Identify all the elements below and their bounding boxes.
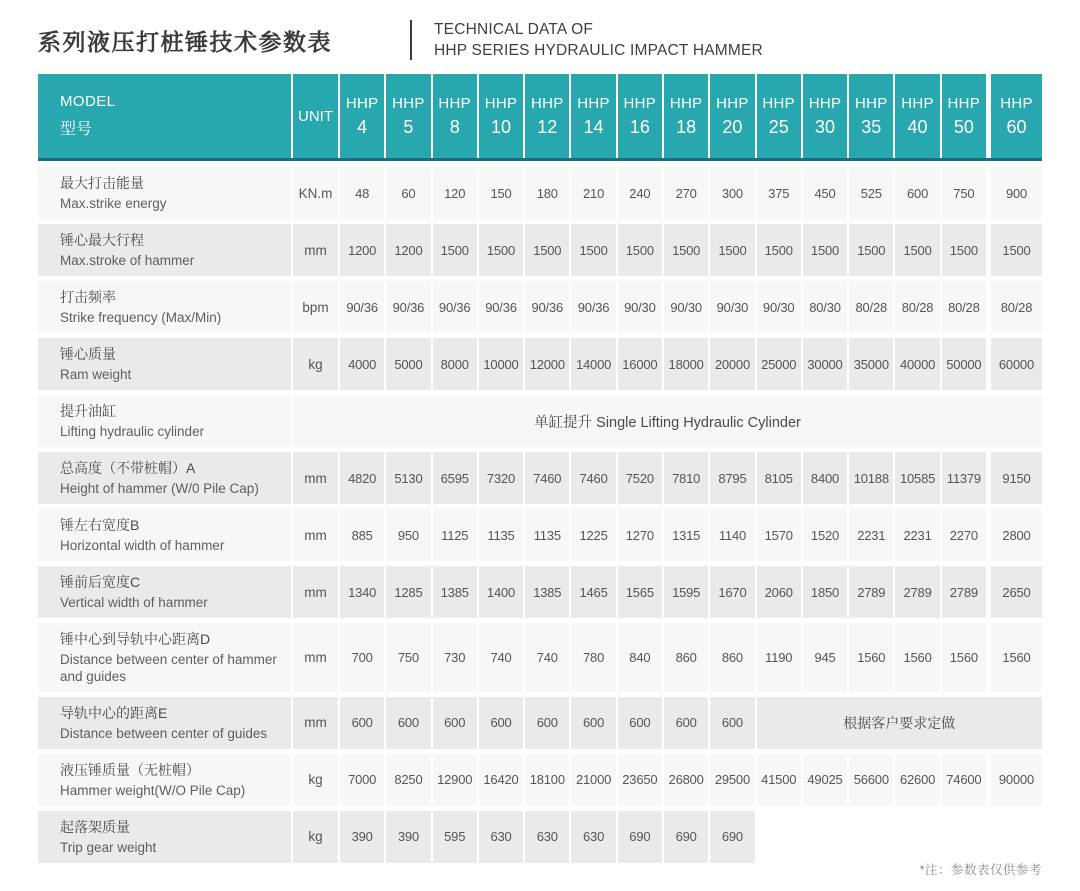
- model-column-header: [757, 74, 801, 158]
- spec-value-cell: 1570: [757, 509, 801, 561]
- spec-value-cell: 90/36: [479, 281, 523, 333]
- row-label-en: Hammer weight(W/O Pile Cap): [60, 782, 246, 798]
- spec-value-cell: 62600: [895, 754, 939, 806]
- row-label-en: Vertical width of hammer: [60, 595, 208, 611]
- table-row: [38, 224, 1042, 276]
- model-series-number: 18: [676, 116, 697, 137]
- spec-value-cell: 1500: [479, 224, 523, 276]
- spec-value-cell: 90/30: [618, 281, 662, 333]
- spec-value-cell: 950: [386, 509, 430, 561]
- model-series-number: 20: [722, 116, 743, 137]
- spec-value-cell: 1400: [479, 566, 523, 618]
- spec-value-cell: 1340: [340, 566, 384, 618]
- spec-value-cell: 630: [525, 811, 569, 863]
- spec-value-cell: 600: [664, 697, 708, 749]
- spec-value-cell: 8000: [433, 338, 477, 390]
- spec-value-cell: 90000: [988, 754, 1042, 806]
- row-label-en: Lifting hydraulic cylinder: [60, 424, 205, 440]
- spec-value-cell: 600: [433, 697, 477, 749]
- row-label-zh: 液压锤质量（无桩帽）: [60, 761, 200, 778]
- spec-value-cell: 20000: [710, 338, 754, 390]
- spec-value-cell: 1285: [386, 566, 430, 618]
- spec-value-cell: 690: [710, 811, 754, 863]
- spec-value-cell: 885: [340, 509, 384, 561]
- page-title-en: [434, 19, 763, 62]
- row-label-cell: [38, 338, 291, 390]
- row-label-cell: [38, 224, 291, 276]
- row-label-cell: [38, 697, 291, 749]
- model-series-prefix: HHP: [438, 94, 471, 112]
- spec-value-cell: 1135: [479, 509, 523, 561]
- spec-value-cell: 8400: [803, 452, 847, 504]
- spec-value-cell: 600: [386, 697, 430, 749]
- table-row: [38, 623, 1042, 692]
- row-label-en: Strike frequency (Max/Min): [60, 310, 222, 326]
- spec-value-cell: 7320: [479, 452, 523, 504]
- spec-value-cell: 10585: [895, 452, 939, 504]
- spec-value-cell: 7460: [571, 452, 615, 504]
- spec-value-cell: 8250: [386, 754, 430, 806]
- spec-value-cell: 630: [479, 811, 523, 863]
- row-label-zh: 锤心质量: [60, 346, 116, 363]
- spec-value-cell: 14000: [571, 338, 615, 390]
- spec-value-cell: 1565: [618, 566, 662, 618]
- row-label-cell: [38, 452, 291, 504]
- spec-value-cell: 1500: [618, 224, 662, 276]
- spec-value-cell: 2231: [895, 509, 939, 561]
- spec-value-cell: 2789: [895, 566, 939, 618]
- spec-value-cell: 90/36: [525, 281, 569, 333]
- spec-value-cell: 2060: [757, 566, 801, 618]
- model-column-header: [618, 74, 662, 158]
- model-column-header: [664, 74, 708, 158]
- spec-value-cell: 1500: [757, 224, 801, 276]
- spec-value-cell: 30000: [803, 338, 847, 390]
- row-label-zh: 锤左右宽度B: [60, 517, 140, 534]
- spec-value-cell: 860: [710, 623, 754, 692]
- spec-value-cell: 1670: [710, 566, 754, 618]
- spec-value-cell: 16420: [479, 754, 523, 806]
- spec-value-cell: 600: [340, 697, 384, 749]
- spec-value-cell: 90/30: [757, 281, 801, 333]
- spec-value-cell: 1500: [895, 224, 939, 276]
- spec-value-cell: 2800: [988, 509, 1042, 561]
- row-label-cell: [38, 509, 291, 561]
- spec-value-cell: 240: [618, 167, 662, 219]
- spec-value-cell: 270: [664, 167, 708, 219]
- spec-value-cell: 120: [433, 167, 477, 219]
- spec-value-cell: 12000: [525, 338, 569, 390]
- spec-value-cell: 1315: [664, 509, 708, 561]
- spec-value-cell: 525: [849, 167, 893, 219]
- spec-value-cell: 180: [525, 167, 569, 219]
- spec-value-cell: 7460: [525, 452, 569, 504]
- row-label-zh: 起落架质量: [60, 818, 130, 835]
- spec-value-cell: 40000: [895, 338, 939, 390]
- spec-value-cell: 4000: [340, 338, 384, 390]
- model-column-header: [433, 74, 477, 158]
- row-label-en: Trip gear weight: [60, 839, 157, 855]
- table-row: [38, 395, 1042, 447]
- model-series-number: 60: [1006, 116, 1027, 137]
- spec-value-cell: 1270: [618, 509, 662, 561]
- row-label-en: Distance between center of guides: [60, 725, 268, 741]
- spec-value-cell: 23650: [618, 754, 662, 806]
- spec-value-cell: [895, 811, 939, 863]
- spec-value-cell: 1135: [525, 509, 569, 561]
- row-label-en: Max.strike energy: [60, 196, 167, 212]
- spec-value-cell: 450: [803, 167, 847, 219]
- spec-value-cell: 1500: [803, 224, 847, 276]
- spec-value-cell: 1500: [988, 224, 1042, 276]
- spec-value-cell: 1200: [340, 224, 384, 276]
- spec-value-cell: 1520: [803, 509, 847, 561]
- model-column-header: [988, 74, 1042, 158]
- model-series-prefix: HHP: [808, 94, 842, 112]
- row-label-en: Horizontal width of hammer: [60, 538, 225, 554]
- spec-value-cell: 690: [618, 811, 662, 863]
- spec-value-cell: 35000: [849, 338, 893, 390]
- row-label-en: Max.stroke of hammer: [60, 253, 195, 269]
- spec-value-cell: 1500: [710, 224, 754, 276]
- table-row: [38, 811, 1042, 863]
- spec-value-cell: 900: [988, 167, 1042, 219]
- spec-value-cell: 1560: [942, 623, 986, 692]
- table-row: [38, 754, 1042, 806]
- spec-value-cell: 390: [340, 811, 384, 863]
- spec-value-cell: 595: [433, 811, 477, 863]
- spec-value-cell: 375: [757, 167, 801, 219]
- model-series-prefix: HHP: [345, 94, 379, 112]
- spec-value-cell: 600: [571, 697, 615, 749]
- spec-value-cell: 390: [386, 811, 430, 863]
- unit-cell: kg: [293, 811, 338, 863]
- spec-value-cell: 1500: [942, 224, 986, 276]
- model-series-number: 12: [537, 116, 558, 137]
- spec-value-cell: 21000: [571, 754, 615, 806]
- model-column-header: [942, 74, 986, 158]
- spec-value-cell: 7000: [340, 754, 384, 806]
- model-series-prefix: HHP: [854, 94, 888, 112]
- model-column-header: [849, 74, 893, 158]
- spec-value-cell: 80/28: [895, 281, 939, 333]
- spec-value-cell: 780: [571, 623, 615, 692]
- spec-value-cell: 600: [479, 697, 523, 749]
- spec-value-cell: 2789: [849, 566, 893, 618]
- spec-value-cell: 10188: [849, 452, 893, 504]
- spec-table: [38, 74, 1042, 863]
- spec-value-cell: 1190: [757, 623, 801, 692]
- model-column-header: [479, 74, 523, 158]
- unit-cell: mm: [293, 697, 338, 749]
- model-series-number: 14: [583, 116, 604, 137]
- model-column-header: [525, 74, 569, 158]
- model-series-prefix: HHP: [901, 94, 934, 112]
- spec-value-cell: 1500: [433, 224, 477, 276]
- unit-cell: mm: [293, 566, 338, 618]
- model-column-header: [571, 74, 615, 158]
- spec-value-cell: 56600: [849, 754, 893, 806]
- model-series-number: 50: [953, 116, 974, 137]
- row-label-zh: 锤中心到导轨中心距离D: [60, 631, 211, 647]
- spec-value-cell: 90/30: [664, 281, 708, 333]
- model-series-prefix: HHP: [762, 94, 795, 112]
- table-row: [38, 452, 1042, 504]
- model-series-number: 25: [768, 116, 789, 137]
- spec-value-cell: 16000: [618, 338, 662, 390]
- spec-value-cell: 740: [525, 623, 569, 692]
- spec-value-cell: 60: [386, 167, 430, 219]
- model-series-number: 35: [861, 116, 882, 137]
- spec-value-cell: 80/28: [942, 281, 986, 333]
- table-row: [38, 338, 1042, 390]
- spec-value-cell: 1500: [525, 224, 569, 276]
- row-label-cell: [38, 623, 291, 692]
- spec-value-cell: 7810: [664, 452, 708, 504]
- unit-header-cell: UNIT: [293, 74, 338, 158]
- row-label-cell: [38, 281, 291, 333]
- unit-cell: mm: [293, 623, 338, 692]
- spec-value-cell: 860: [664, 623, 708, 692]
- spec-value-cell: 90/36: [571, 281, 615, 333]
- model-series-prefix: HHP: [577, 94, 610, 112]
- model-column-header: [803, 74, 847, 158]
- spec-value-cell: 700: [340, 623, 384, 692]
- spec-value-cell: [757, 811, 801, 863]
- footnote: *注：参数表仅供参考: [919, 863, 1042, 877]
- row-label-zh: 导轨中心的距离E: [60, 704, 168, 721]
- model-series-number: 30: [814, 116, 835, 137]
- spec-value-cell: [849, 811, 893, 863]
- spec-value-cell: 6595: [433, 452, 477, 504]
- spec-value-cell: 1500: [571, 224, 615, 276]
- row-label-zh: 锤前后宽度C: [60, 574, 141, 591]
- spec-value-cell: [803, 811, 847, 863]
- spec-value-cell: 5000: [386, 338, 430, 390]
- spec-value-cell: 1385: [433, 566, 477, 618]
- model-series-prefix: HHP: [484, 94, 518, 112]
- spec-value-cell: 750: [386, 623, 430, 692]
- title-bar: [0, 0, 1080, 64]
- model-series-number: 16: [629, 116, 650, 137]
- spec-value-cell: 1225: [571, 509, 615, 561]
- spec-value-cell: 26800: [664, 754, 708, 806]
- spec-value-cell: 90/36: [386, 281, 430, 333]
- spec-value-cell: 50000: [942, 338, 986, 390]
- merged-value-cell: 单缸提升 Single Lifting Hydraulic Cylinder: [293, 395, 1042, 447]
- unit-cell: mm: [293, 224, 338, 276]
- spec-value-cell: 4820: [340, 452, 384, 504]
- model-series-prefix: HHP: [530, 94, 564, 112]
- model-series-prefix: HHP: [669, 94, 703, 112]
- spec-value-cell: [988, 811, 1042, 863]
- row-label-zh: 总高度（不带桩帽）A: [60, 460, 196, 477]
- unit-cell: mm: [293, 509, 338, 561]
- table-row: [38, 566, 1042, 618]
- model-header-cell: [38, 74, 291, 158]
- row-label-zh: 打击频率: [60, 289, 116, 306]
- row-label-cell: [38, 811, 291, 863]
- spec-value-cell: 18100: [525, 754, 569, 806]
- spec-value-cell: 9150: [988, 452, 1042, 504]
- model-series-prefix: HHP: [1000, 94, 1033, 112]
- spec-value-cell: 1200: [386, 224, 430, 276]
- spec-value-cell: 600: [895, 167, 939, 219]
- spec-value-cell: 150: [479, 167, 523, 219]
- row-label-en: Distance between center of hammer and guides: [60, 652, 277, 684]
- custom-order-cell: 根据客户要求定做: [757, 697, 1042, 749]
- spec-value-cell: 840: [618, 623, 662, 692]
- spec-value-cell: 80/30: [803, 281, 847, 333]
- spec-value-cell: 74600: [942, 754, 986, 806]
- spec-value-cell: 210: [571, 167, 615, 219]
- spec-value-cell: 60000: [988, 338, 1042, 390]
- model-column-header: [895, 74, 939, 158]
- spec-value-cell: 2270: [942, 509, 986, 561]
- model-series-prefix: HHP: [392, 94, 425, 112]
- spec-value-cell: 80/28: [849, 281, 893, 333]
- unit-cell: kg: [293, 754, 338, 806]
- model-series-number: 8: [449, 116, 460, 137]
- row-label-zh: 最大打击能量: [60, 175, 144, 192]
- row-label-cell: [38, 395, 291, 447]
- table-row: [38, 697, 1042, 749]
- spec-value-cell: 41500: [757, 754, 801, 806]
- row-label-cell: [38, 566, 291, 618]
- model-series-number: 10: [490, 116, 511, 137]
- spec-value-cell: 600: [618, 697, 662, 749]
- spec-value-cell: 1385: [525, 566, 569, 618]
- unit-cell: KN.m: [293, 167, 338, 219]
- spec-value-cell: [942, 811, 986, 863]
- spec-value-cell: 10000: [479, 338, 523, 390]
- spec-value-cell: 18000: [664, 338, 708, 390]
- spec-value-cell: 1500: [849, 224, 893, 276]
- spec-value-cell: 1560: [895, 623, 939, 692]
- spec-value-cell: 1595: [664, 566, 708, 618]
- spec-value-cell: 630: [571, 811, 615, 863]
- model-series-number: 40: [907, 116, 928, 137]
- spec-value-cell: 1500: [664, 224, 708, 276]
- model-series-prefix: HHP: [716, 94, 749, 112]
- spec-value-cell: 300: [710, 167, 754, 219]
- spec-value-cell: 29500: [710, 754, 754, 806]
- row-label-cell: [38, 754, 291, 806]
- table-header-row: [38, 74, 1042, 161]
- spec-value-cell: 2231: [849, 509, 893, 561]
- model-series-number: 4: [357, 116, 368, 137]
- model-column-header: [710, 74, 754, 158]
- spec-value-cell: 600: [525, 697, 569, 749]
- table-row: [38, 281, 1042, 333]
- spec-value-cell: 1465: [571, 566, 615, 618]
- unit-cell: bpm: [293, 281, 338, 333]
- spec-value-cell: 25000: [757, 338, 801, 390]
- model-header-label-zh: 型号: [60, 121, 93, 138]
- table-body: [38, 167, 1042, 863]
- spec-value-cell: 750: [942, 167, 986, 219]
- spec-value-cell: 11379: [942, 452, 986, 504]
- spec-value-cell: 5130: [386, 452, 430, 504]
- spec-value-cell: 7520: [618, 452, 662, 504]
- row-label-zh: 提升油缸: [60, 403, 116, 420]
- table-row: [38, 509, 1042, 561]
- unit-cell: mm: [293, 452, 338, 504]
- spec-value-cell: 2789: [942, 566, 986, 618]
- spec-value-cell: 12900: [433, 754, 477, 806]
- row-label-en: Height of hammer (W/0 Pile Cap): [60, 481, 259, 497]
- model-series-number: 5: [403, 116, 414, 137]
- row-label-en: Ram weight: [60, 367, 132, 383]
- spec-value-cell: 48: [340, 167, 384, 219]
- spec-value-cell: 945: [803, 623, 847, 692]
- spec-value-cell: 740: [479, 623, 523, 692]
- spec-value-cell: 90/36: [433, 281, 477, 333]
- spec-value-cell: 1560: [849, 623, 893, 692]
- spec-value-cell: 2650: [988, 566, 1042, 618]
- model-column-header: [386, 74, 430, 158]
- page-title-en-line2: HHP SERIES HYDRAULIC IMPACT HAMMER: [434, 42, 763, 59]
- title-divider: [410, 20, 412, 60]
- page-title-en-line1: TECHNICAL DATA OF: [434, 20, 593, 38]
- unit-cell: kg: [293, 338, 338, 390]
- spec-value-cell: 1560: [988, 623, 1042, 692]
- spec-value-cell: 730: [433, 623, 477, 692]
- table-row: [38, 167, 1042, 219]
- spec-value-cell: 90/30: [710, 281, 754, 333]
- page-title-zh: 系列液压打桩锤技术参数表: [38, 28, 332, 55]
- spec-value-cell: 49025: [803, 754, 847, 806]
- spec-value-cell: 90/36: [340, 281, 384, 333]
- model-header-label-en: MODEL: [60, 93, 116, 110]
- spec-value-cell: 8105: [757, 452, 801, 504]
- model-series-prefix: HHP: [947, 94, 981, 112]
- spec-value-cell: 8795: [710, 452, 754, 504]
- model-column-header: [340, 74, 384, 158]
- spec-value-cell: 1140: [710, 509, 754, 561]
- spec-value-cell: 1850: [803, 566, 847, 618]
- row-label-cell: [38, 167, 291, 219]
- model-series-prefix: HHP: [623, 94, 657, 112]
- spec-value-cell: 80/28: [988, 281, 1042, 333]
- spec-value-cell: 690: [664, 811, 708, 863]
- spec-value-cell: 600: [710, 697, 754, 749]
- row-label-zh: 锤心最大行程: [60, 232, 144, 249]
- spec-value-cell: 1125: [433, 509, 477, 561]
